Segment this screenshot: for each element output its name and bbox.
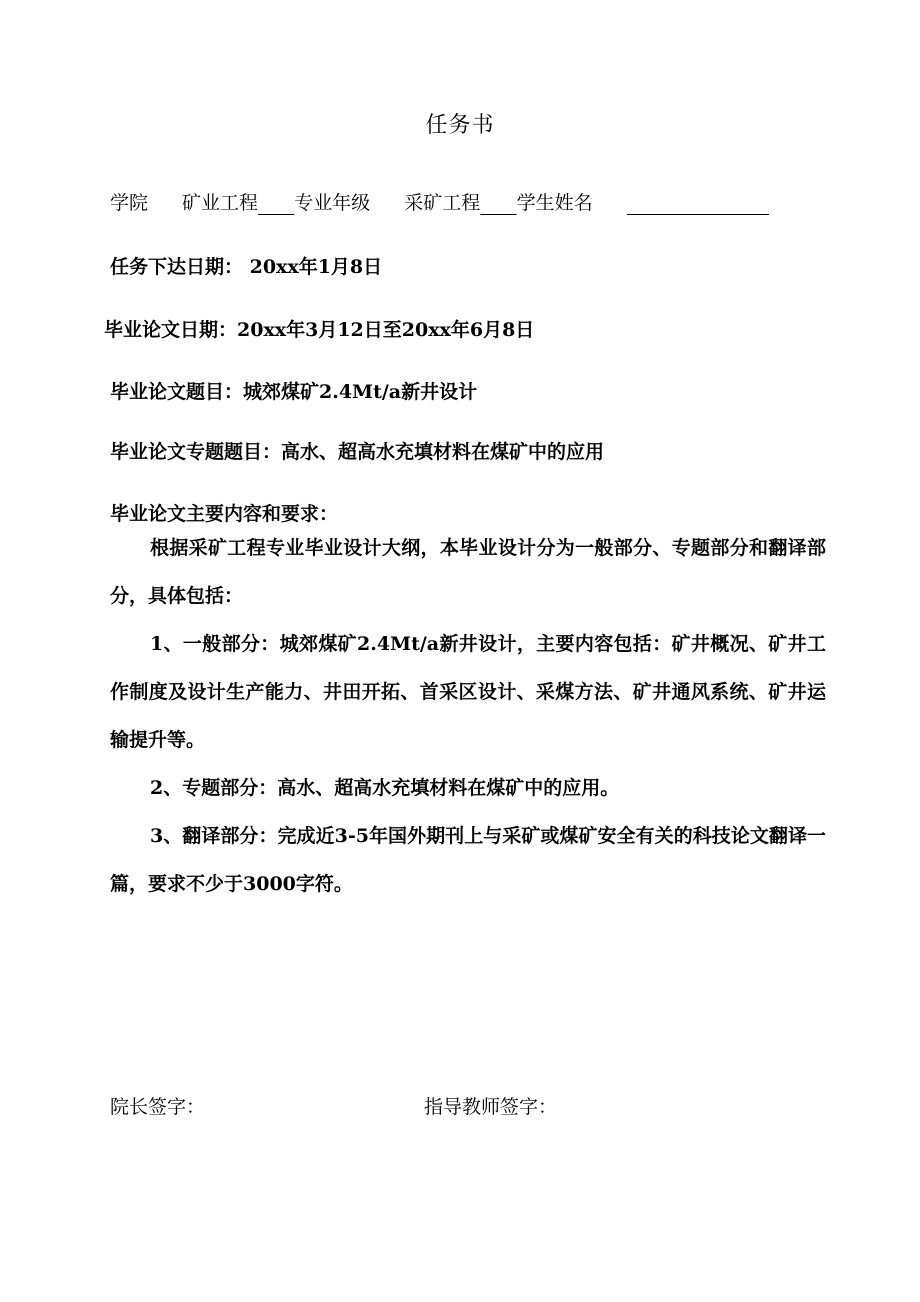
paragraph-intro: 根据采矿工程专业毕业设计大纲，本毕业设计分为一般部分、专题部分和翻译部分，具体包括： bbox=[110, 537, 826, 607]
issue-date: 任务下达日期： 20xx年1月8日 bbox=[110, 256, 383, 278]
college-label: 学院 bbox=[110, 192, 149, 214]
student-name-label: 学生姓名 bbox=[516, 192, 593, 214]
content-body bbox=[110, 524, 826, 908]
major-label: 专业年级 bbox=[294, 192, 371, 214]
paragraph-special-part: 2、专题部分：高水、超高水充填材料在煤矿中的应用。 bbox=[150, 777, 620, 799]
special-topic-title: 毕业论文专题题目：高水、超高水充填材料在煤矿中的应用 bbox=[110, 441, 605, 463]
paragraph-general-part: 1、一般部分：城郊煤矿2.4Mt/a新井设计，主要内容包括：矿井概况、矿井工作制度及设计生产能力、井田开拓、首采区设计、采煤方法、矿井通风系统、矿井运输提升等。 bbox=[110, 633, 826, 751]
thesis-dates: 毕业论文日期：20xx年3月12日至20xx年6月8日 bbox=[104, 319, 535, 341]
major-value: 采矿工程 bbox=[404, 192, 481, 214]
dean-signature-label: 院长签字： bbox=[110, 1096, 206, 1118]
student-name-blank bbox=[627, 192, 769, 215]
thesis-title: 毕业论文题目：城郊煤矿2.4Mt/a新井设计 bbox=[110, 381, 478, 403]
paragraph-translation-part: 3、翻译部分：完成近3-5年国外期刊上与采矿或煤矿安全有关的科技论文翻译一篇，要求不少于3000字符。 bbox=[110, 825, 826, 895]
advisor-signature-label: 指导教师签字： bbox=[424, 1096, 558, 1118]
student-info-line bbox=[110, 188, 769, 215]
document-title: 任务书 bbox=[425, 113, 495, 138]
content-heading: 毕业论文主要内容和要求： bbox=[110, 503, 339, 525]
college-value: 矿业工程 bbox=[182, 192, 259, 214]
